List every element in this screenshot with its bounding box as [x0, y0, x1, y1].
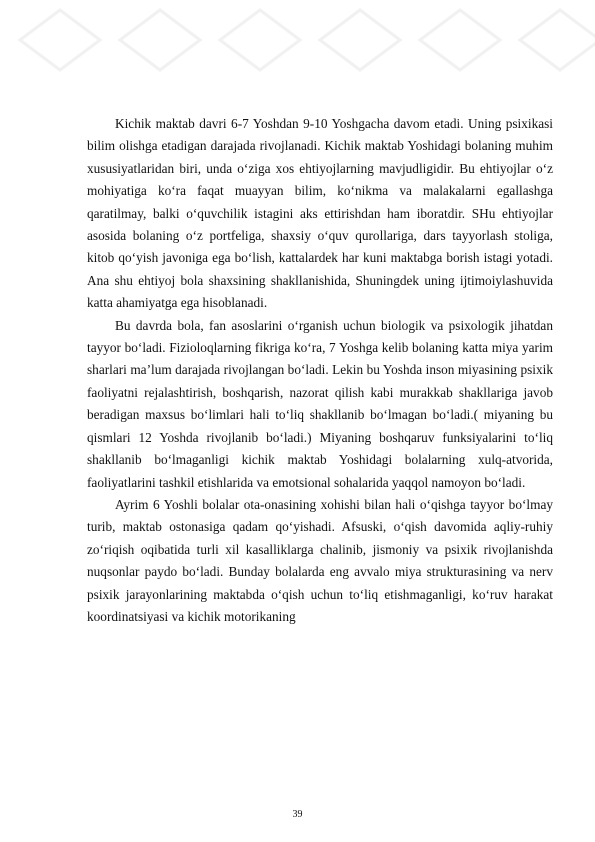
paragraph: Bu davrda bola, fan asoslarini o‘rganish uchun biologik va psixologik jihatdan tayyor bo‘ladi. Fizioloqlarning fikriga ko‘ra, 7 Yoshga kelib bolaning katta miya yarim sharlari ma’lum darajada rivojlangan bo‘ladi. Lekin bu Yoshda inson miyasining psixik faoliyatni rejalashtirish, boshqarish, nazorat qilish kabi murakkab shakllariga javob beradigan maxsus bo‘limlari hali to‘liq shakllanib bo‘lmagan bo‘ladi.( miyaning bu qismlari 12 Yoshda rivojlanib bo‘ladi.) Miyaning boshqaruv funksiyalarini to‘liq shakllanib bo‘lmaganligi kichik maktab Yoshidagi bolalarning xulq-atvorida, faoliyatlarini tashkil etishlarida va emotsional sohalarida yaqqol namoyon bo‘ladi.: [87, 317, 553, 490]
paragraph: Kichik maktab davri 6-7 Yoshdan 9-10 Yoshgacha davom etadi. Uning psixikasi bilim olishga etadigan darajada rivojlanadi. Kichik maktab Yoshidagi bolaning muhim xususiyatlaridan biri, unda o‘ziga xos ehtiyojlarning mavjudligidir. Bu ehtiyojlar o‘z mohiyatiga ko‘ra faqat muayyan bilim, ko‘nikma va malakalarni egallashga qaratilmay, balki o‘quvchilik istagini aks ettirishdan ham iboratdir. SHu ehtiyojlar asosida bolaning o‘z portfeliga, shaxsiy o‘quv qurollariga, dars tayyorlash stoliga, kitob qo‘yish javoniga ega bo‘lish, kattalardek har kuni maktabga borish istagi yotadi. Ana shu ehtiyoj bola shaxsining shakllanishida, Shuningdek uning ijtimoiylashuvida katta ahamiyatga ega hisoblanadi.: [87, 116, 553, 311]
page-number: 39: [292, 809, 303, 820]
paragraph: Ayrim 6 Yoshli bolalar ota-onasining xohishi bilan hali o‘qishga tayyor bo‘lmay turib, maktab ostonasiga qadam qo‘yishadi. Afsuski, o‘qish davomida aqliy-ruhiy zo‘riqish oqibatida turli xil kasalliklarga chalinib, jismoniy va psixik rivojlanishda nuqsonlar paydo bo‘ladi. Bunday bolalarda eng avvalo miya strukturasining va nerv psixik jarayonlarining maktabda o‘qish uchun to‘liq etishmaganligi, ko‘ruv harakat koordinatsiyasi va kichik motorikaning: [87, 496, 553, 624]
document-body: [87, 113, 553, 628]
